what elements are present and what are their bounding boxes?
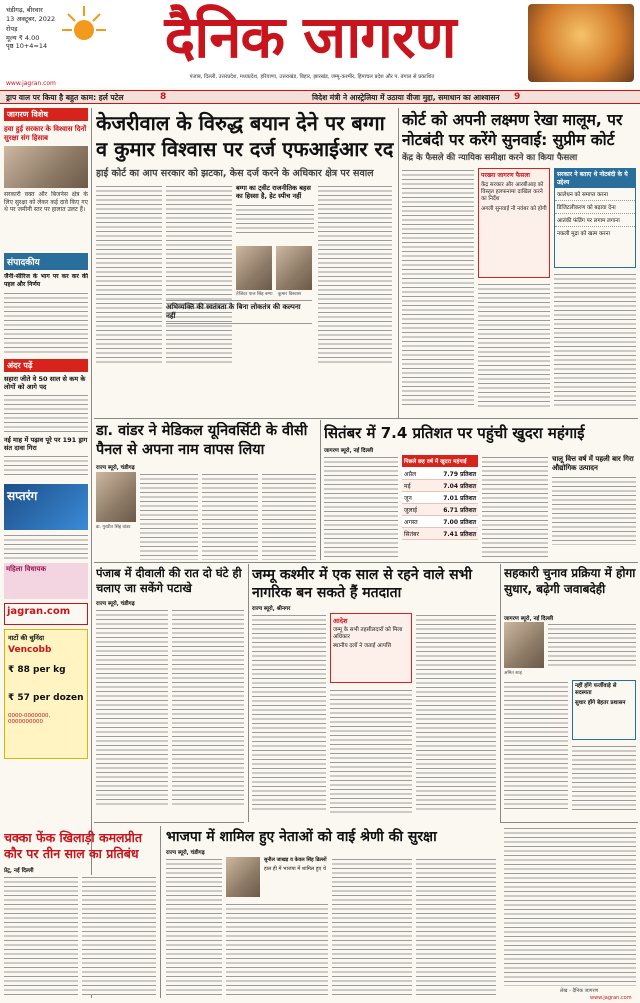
saptrang-text xyxy=(4,533,88,559)
inflation-table-row xyxy=(402,516,478,528)
row3-divider-right xyxy=(500,822,638,823)
inflation-month-cell: सितंबर xyxy=(402,528,428,540)
saptrang-banner[interactable] xyxy=(4,484,88,530)
vishesh-body: सरकारी वक्त और बिजनेस क्षेत्र के लिए सुरक्षा को लेकर कई दावे किए गए थे पर जमीनी स्तर पर हालात उलट हैं। xyxy=(4,191,88,213)
inflation-table-row xyxy=(402,504,478,516)
diwali-body-col2 xyxy=(172,608,244,808)
lead-body-col3 xyxy=(318,184,392,364)
ad-price-1: ₹ 88 per kg xyxy=(8,665,66,675)
jagran-vishesh-headline: हवा हुई सरकार के विश्वास दिनों सुरक्षा संग हिसाब xyxy=(4,125,87,142)
court-objective-3: आतंकी फंडिंग पर लगाम लगाना xyxy=(555,214,635,227)
bjp-box-item-2: हाल ही में भाजपा में शामिल हुए थे xyxy=(264,865,327,872)
bjp-headline[interactable]: भाजपा में शामिल हुए नेताओं को वाई श्रेणी की सुरक्षा xyxy=(166,829,437,845)
jk-body-col1 xyxy=(252,613,326,813)
row3-divider xyxy=(94,822,244,823)
inflation-table-row xyxy=(402,468,478,480)
inflation-month-cell: मई xyxy=(402,480,428,492)
iip-side-story xyxy=(552,455,636,560)
inflation-table-box xyxy=(402,455,478,560)
masthead xyxy=(0,0,640,88)
inflation-value-cell: 7.04 प्रतिशत xyxy=(428,480,478,492)
bjp-body-col2 xyxy=(226,902,328,995)
jk-body-col2 xyxy=(330,688,412,813)
top-strip xyxy=(0,90,640,104)
iip-headline[interactable]: चालू वित्त वर्ष में पहली बार गिरा औद्योगिक उत्पादन xyxy=(552,455,634,472)
lead-box-headline: बग्गा का ट्वीट राजनीतिक बहस का हिस्सा है, हेट स्पीच नहीं xyxy=(236,184,311,200)
inflation-table-row xyxy=(402,480,478,492)
diwali-headline[interactable]: पंजाब में दीवाली की रात दो घंटे ही चलाए जा सकेंगे पटाखे xyxy=(96,566,242,595)
inflation-table xyxy=(402,468,478,540)
bjp-photo-1 xyxy=(226,857,260,897)
inflation-table-row xyxy=(402,528,478,540)
bjp-byline: राज्य ब्यूरो, चंडीगढ़ xyxy=(166,850,205,856)
jagran-vishesh-label: जागरण विशेष xyxy=(4,108,88,121)
coop-points-box xyxy=(572,680,636,740)
masthead-pages: पृष्ठ 10+4=14 xyxy=(6,42,48,50)
court-list-item-1: केंद्र सरकार और आरबीआइ को विस्तृत हलफनामा दाखिल करने का निर्देश xyxy=(481,182,544,202)
inflation-value-cell: 7.01 प्रतिशत xyxy=(428,492,478,504)
coop-point-1: नहीं होंगे फर्जीवाड़े से सदस्यता xyxy=(575,683,617,696)
diwali-byline: राज्य ब्यूरो, चंडीगढ़ xyxy=(96,601,135,607)
jk-box-item-2: स्थानीय दलों ने जताई आपत्ति xyxy=(333,643,392,649)
bagga-photo xyxy=(236,246,272,290)
masthead-city: चंडीगढ़, बीरवार xyxy=(6,6,43,14)
court-list-head: परख्ना जागरण फैसला xyxy=(481,172,530,179)
jagran-com-banner[interactable] xyxy=(4,603,88,625)
coop-body-col3 xyxy=(572,744,636,812)
vander-photo xyxy=(96,472,136,522)
coop-byline: जागरण ब्यूरो, नई दिल्ली xyxy=(504,616,554,622)
masthead-website[interactable]: www.jagran.com xyxy=(6,80,56,87)
bjp-body-col4 xyxy=(416,857,496,995)
vishesh-photo xyxy=(4,146,88,188)
bjp-body-col3 xyxy=(332,857,412,995)
bagga-caption: तेजिंदर पाल सिंह बग्गा xyxy=(236,292,273,297)
ad-brand: Vencobb xyxy=(8,645,52,655)
andar-item-1-text xyxy=(4,393,88,433)
footer-note: लेख - दैनिक जागरण xyxy=(560,988,599,994)
discus-body-col1 xyxy=(4,875,78,995)
row2-divider xyxy=(94,562,638,563)
lead-court-divider xyxy=(398,108,399,418)
andar-item-2[interactable]: नई माह में पढ़ाव पूरे पर 191 ड्राग संत दावा गिरा xyxy=(4,436,88,452)
vc-body-col3 xyxy=(262,472,316,560)
vc-inflation-divider xyxy=(320,420,321,560)
saptrang-label: सप्तरंग xyxy=(7,489,38,503)
masthead-editions: पंजाब, दिल्ली, उत्तरप्रदेश, मध्यप्रदेश, हरियाणा, उत्तराखंड, बिहार, झारखंड, जम्मू-कश्मीर, हिमाचल प्रदेश और प. बंगाल से प्रकाशित xyxy=(189,74,435,80)
ad-phone: 0000-0000000, 0000000000 xyxy=(8,713,51,725)
top-strip-right-page: 9 xyxy=(514,92,521,102)
vc-headline[interactable]: डा. वांडर ने मेडिकल यूनिवर्सिटी के वीसी पैनल से अपना नाम वापस लिया xyxy=(96,423,308,458)
sampadkiya-body: जैनी-सीरिज के भाग पर कर कर की पहल और निर्णय xyxy=(4,273,88,288)
lead-subhead: हाई कोर्ट का आप सरकार को झटका, केस दर्ज करने के अधिकार क्षेत्र पर सवाल xyxy=(96,168,374,179)
andar-item-1[interactable]: सहारा जीते वे 50 साल से कम के लोगों को आगे पद xyxy=(4,375,86,391)
discus-headline[interactable]: चक्का फेंक खिलाड़ी कमलप्रीत कौर पर तीन साल का प्रतिबंध xyxy=(4,830,143,861)
inflation-table-row xyxy=(402,492,478,504)
inflation-month-cell: जुलाई xyxy=(402,504,428,516)
deity-artwork-icon xyxy=(528,4,634,82)
coop-point-2: सुधार होंगे बेहतर प्रशासन xyxy=(575,700,626,706)
court-objective-4: नकली मुद्रा को खत्म करना xyxy=(557,231,610,237)
coop-headline[interactable]: सहकारी चुनाव प्रक्रिया में होगा सुधार, बढ़ेगी जवाबदेही xyxy=(504,566,636,596)
left-sidebar xyxy=(4,108,88,996)
lead-body-col1 xyxy=(96,184,162,364)
vc-byline: राज्य ब्यूरो, चंडीगढ़ xyxy=(96,465,135,471)
vander-caption: डा. गुरप्रीत सिंह वांडर xyxy=(96,525,131,530)
advertisement[interactable] xyxy=(4,629,88,759)
inflation-value-cell: 7.79 प्रतिशत xyxy=(428,468,478,480)
vishwas-caption: कुमार विश्वास xyxy=(278,292,301,297)
coop-body-col2 xyxy=(504,680,568,812)
lead-body-col2 xyxy=(166,184,232,364)
court-objectives-box xyxy=(554,168,636,268)
inflation-month-cell: अप्रैल xyxy=(402,468,428,480)
diwali-jk-divider xyxy=(248,564,249,822)
jk-headline[interactable]: जम्मू कश्मीर में एक साल से रहने वाले सभी नागरिक बन सकते हैं मतदाता xyxy=(252,567,473,601)
jagran-com-label: jagran.com xyxy=(7,606,71,617)
discus-body-col2 xyxy=(82,875,156,995)
top-strip-right-link[interactable]: विदेश मंत्री ने आस्ट्रेलिया में उठाया वीजा मुद्दा, समाधान का आश्वासन xyxy=(312,93,500,102)
shah-photo xyxy=(504,622,544,668)
sampadkiya-label: संपादकीय xyxy=(4,253,88,270)
inflation-byline: जागरण ब्यूरो, नई दिल्ली xyxy=(324,448,374,454)
court-objective-1: कालेधन को समाप्त करना xyxy=(555,188,635,201)
masthead-price: मूल्य ₹ 4.00 xyxy=(6,33,40,42)
andar-padhen-label: अंदर पढ़ें xyxy=(4,359,88,372)
bjp-box-item-1: सुनील जाखड़ व केवल सिंह ढिल्लों xyxy=(264,857,327,863)
jk-order-box xyxy=(330,613,412,683)
top-strip-left-link[interactable]: ड्राप वाल पर किया है बहुत काम: हर्ल पटेल xyxy=(6,93,124,102)
coop-continuation xyxy=(504,826,636,986)
jk-byline: राज्य ब्यूरो, श्रीनगर xyxy=(252,606,291,612)
jk-coop-divider xyxy=(500,564,501,822)
inflation-month-cell: अगस्त xyxy=(402,516,428,528)
court-body-col3 xyxy=(554,272,636,408)
inflation-value-cell: 6.71 प्रतिशत xyxy=(428,504,478,516)
masthead-date: 13 अक्टूबर, 2022 xyxy=(6,14,56,23)
inflation-value-cell: 7.41 प्रतिशत xyxy=(428,528,478,540)
court-subhead: केंद्र के फैसले की न्यायिक समीक्षा करने का किया फैसला xyxy=(402,153,578,163)
footer-site[interactable]: www.jagran.com xyxy=(590,995,632,1001)
vc-body-col2 xyxy=(202,472,258,560)
lead-headline[interactable]: केजरीवाल के विरुद्ध बयान देने पर बग्गा व कुमार विश्वास पर दर्ज एफआईआर रद xyxy=(96,111,394,161)
vishwas-photo xyxy=(276,246,312,290)
court-objective-2: डिजिटलीकरण को बढ़ावा देना xyxy=(555,201,635,214)
mahila-label: महिला विधायक xyxy=(6,565,46,573)
lead-side-box xyxy=(236,184,314,244)
inflation-table-title: पिछले छह वर्ष में खुदरा महंगाई xyxy=(402,455,478,467)
masthead-day: रोपड़ xyxy=(6,25,18,33)
coop-body-col1 xyxy=(548,622,636,668)
vc-body-col1 xyxy=(140,472,198,560)
inflation-month-cell: जून xyxy=(402,492,428,504)
sampadkiya-text-lines xyxy=(4,291,88,353)
shah-caption: अमित शाह xyxy=(504,671,522,676)
bjp-body-col1 xyxy=(166,857,222,995)
court-objectives-head: सरकार ने बताए थे नोटबंदी के ये उद्देश्य xyxy=(555,169,635,188)
diwali-body-col1 xyxy=(96,608,168,808)
inflation-headline[interactable]: सितंबर में 7.4 प्रतिशत पर पहुंची खुदरा महंगाई xyxy=(324,424,585,442)
andar-item-2-text xyxy=(4,454,88,478)
court-list-box xyxy=(478,168,550,278)
court-body-col1 xyxy=(402,168,474,408)
lead-box-text xyxy=(236,203,314,233)
inflation-body-col1 xyxy=(324,455,398,560)
jk-box-item-1: जम्मू के सभी तहसीलदारों को मिला अधिकार xyxy=(333,627,403,640)
ad-price-2: ₹ 57 per dozen xyxy=(8,693,84,703)
row1-divider xyxy=(94,418,638,419)
bjp-photo-box xyxy=(264,857,328,897)
sidebar-divider xyxy=(91,108,92,998)
court-body-col2 xyxy=(478,282,550,408)
court-headline[interactable]: कोर्ट को अपनी लक्ष्मण रेखा मालूम, पर नोटबंदी पर करेंगे सुनवाई: सुप्रीम कोर्ट xyxy=(402,111,623,149)
inflation-value-cell: 7.00 प्रतिशत xyxy=(428,516,478,528)
jk-body-col3 xyxy=(416,613,496,813)
iip-text xyxy=(552,475,636,545)
inflation-body-col2 xyxy=(482,455,548,560)
mahila-banner[interactable] xyxy=(4,563,88,599)
discus-byline: प्रेट्र, नई दिल्ली xyxy=(4,868,34,874)
top-strip-left-page: 8 xyxy=(160,92,167,102)
ad-label: नाटों की चुनिंदा xyxy=(8,634,45,642)
court-list-item-2: अगली सुनवाई नौ नवंबर को होगी xyxy=(481,206,547,212)
lead-pull-quote: अभिव्यक्ति की स्वतंत्रता के बिना लोकतंत्र की कल्पना नहीं xyxy=(166,300,312,324)
jk-box-label: आदेश xyxy=(333,617,348,625)
discus-bjp-divider xyxy=(160,826,161,998)
newspaper-title: दैनिक जागरण xyxy=(164,3,456,71)
